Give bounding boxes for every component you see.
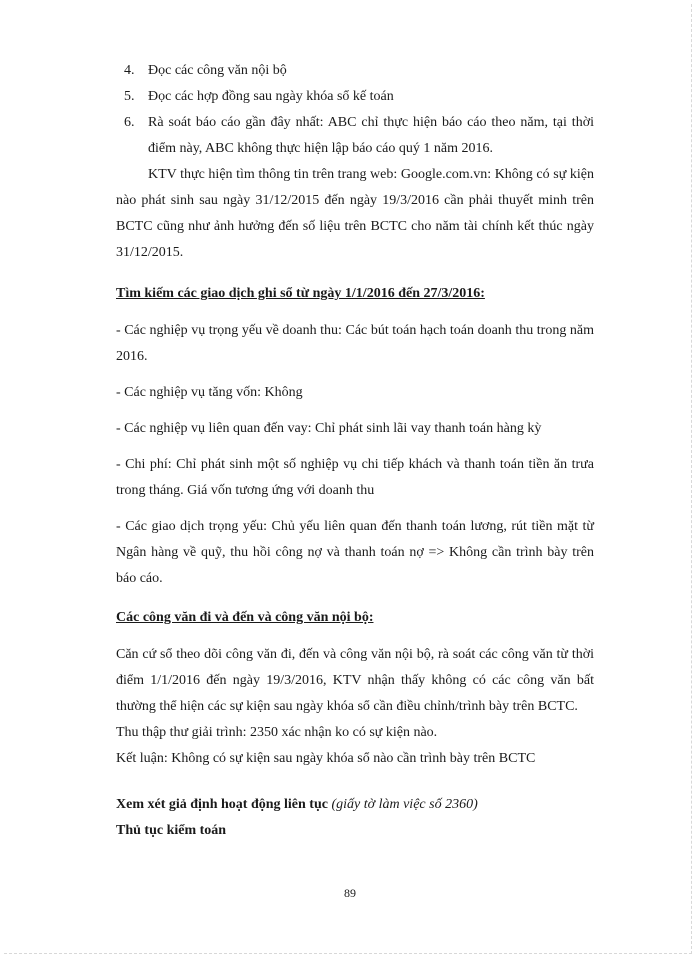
list-text: Đọc các công văn nội bộ: [148, 63, 287, 78]
list-item: [116, 110, 594, 162]
list-number: 4.: [124, 63, 135, 78]
bullet-item: - Chi phí: Chỉ phát sinh một số nghiệp vụ chi tiếp khách và thanh toán tiền ăn trưa trong tháng. Giá vốn tương ứng với doanh thu: [116, 457, 594, 498]
section-heading-transactions: Tìm kiếm các giao dịch ghi sổ từ ngày 1/1/2016 đến 27/3/2016:: [116, 286, 485, 301]
bullet-item: - Các giao dịch trọng yếu: Chủ yếu liên quan đến thanh toán lương, rút tiền mặt từ Ngân hàng về quỹ, thu hồi công nợ và thanh toán nợ => Không cần trình bày trên báo cáo.: [116, 519, 594, 586]
list-text: Đọc các hợp đồng sau ngày khóa sổ kế toán: [148, 89, 394, 104]
section-heading-going-concern: [116, 792, 594, 818]
section-heading-documents: Các công văn đi và đến và công văn nội bộ:: [116, 610, 374, 625]
list-number: 5.: [124, 89, 135, 104]
bullet-item: - Các nghiệp vụ liên quan đến vay: Chỉ phát sinh lãi vay thanh toán hàng kỳ: [116, 421, 542, 436]
document-body: [116, 58, 594, 844]
list-text: Rà soát báo cáo gần đây nhất: ABC chỉ thực hiện báo cáo theo năm, tại thời điểm này, ABC không thực hiện lập báo cáo quý 1 năm 2016.: [148, 115, 594, 156]
page-number: 89: [344, 886, 356, 900]
audit-procedures-heading: Thủ tục kiểm toán: [116, 823, 227, 838]
representation-letter-line: Thu thập thư giải trình: 2350 xác nhận ko có sự kiện nào.: [116, 725, 438, 740]
documents-paragraph: Căn cứ sổ theo dõi công văn đi, đến và công văn nội bộ, rà soát các công văn từ thời điểm 1/1/2016 đến ngày 19/3/2016, KTV nhận thấy không có các công văn bất thường thể hiện các sự kiện sau ngày khóa sổ cần điều chỉnh/trình bày trên BCTC.: [116, 647, 594, 714]
conclusion-line: Kết luận: Không có sự kiện sau ngày khóa sổ nào cần trình bày trên BCTC: [116, 751, 536, 766]
going-concern-title: Xem xét giả định hoạt động liên tục: [116, 797, 328, 812]
bullet-item: - Các nghiệp vụ tăng vốn: Không: [116, 385, 303, 400]
list-number: 6.: [124, 115, 135, 130]
ktv-paragraph: KTV thực hiện tìm thông tin trên trang web: Google.com.vn: Không có sự kiện nào phát sinh sau ngày 31/12/2015 đến ngày 19/3/2016 cần phải thuyết minh trên BCTC cũng như ảnh hưởng đến số liệu trên BCTC cho năm tài chính kết thúc ngày 31/12/2015.: [116, 167, 594, 260]
numbered-list: [116, 58, 594, 162]
working-paper-reference: (giấy tờ làm việc số 2360): [331, 797, 478, 812]
list-item: [116, 58, 594, 84]
list-item: [116, 84, 594, 110]
bullet-item: - Các nghiệp vụ trọng yếu về doanh thu: Các bút toán hạch toán doanh thu trong năm 2016.: [116, 323, 594, 364]
